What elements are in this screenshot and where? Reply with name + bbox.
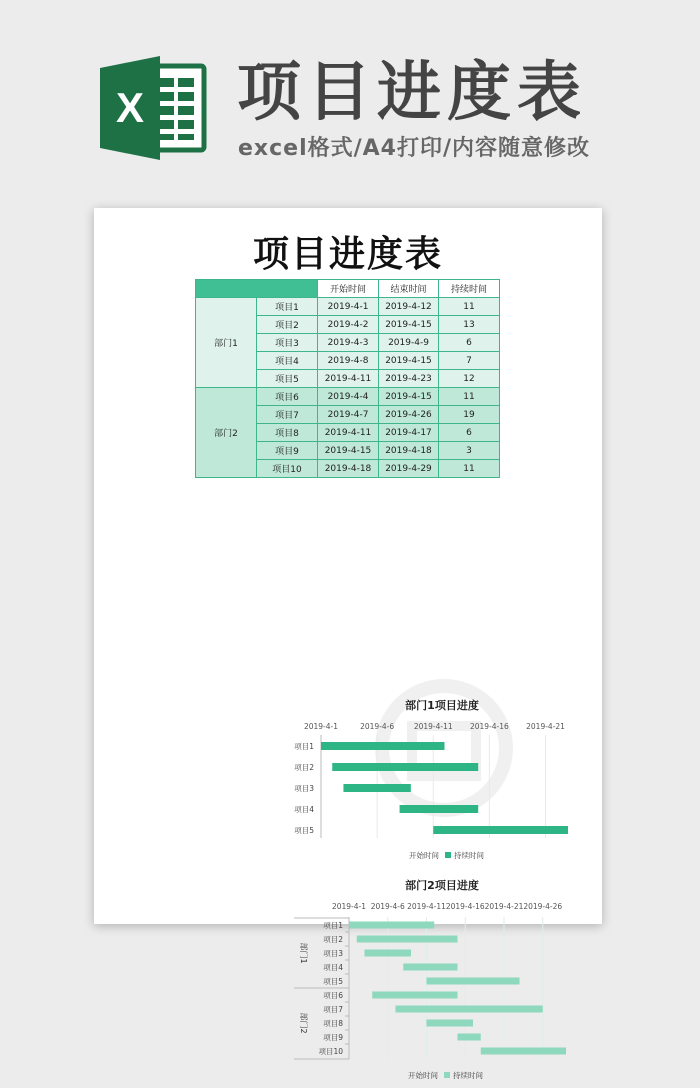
duration-bar	[332, 763, 478, 771]
legend-label-start: 开始时间	[408, 1071, 438, 1080]
duration-bar	[321, 742, 445, 750]
category-label: 项目4	[323, 963, 343, 972]
duration-cell: 11	[439, 388, 500, 406]
duration-bar	[458, 1034, 481, 1041]
category-label: 项目10	[318, 1047, 343, 1056]
duration-cell: 11	[439, 298, 500, 316]
duration-bar	[365, 950, 412, 957]
category-label: 项目4	[294, 805, 314, 814]
start-date-cell: 2019-4-4	[318, 388, 379, 406]
duration-bar	[400, 805, 479, 813]
project-name-cell: 项目4	[257, 352, 318, 370]
x-tick-label: 2019-4-6	[370, 902, 405, 911]
x-tick-label: 2019-4-21	[526, 722, 565, 731]
end-date-cell: 2019-4-18	[379, 442, 439, 460]
duration-cell: 6	[439, 334, 500, 352]
duration-bar	[427, 978, 520, 985]
category-label: 项目1	[323, 921, 343, 930]
group-label: 部门1	[299, 942, 308, 964]
legend-swatch	[444, 1072, 450, 1078]
duration-bar	[349, 922, 434, 929]
duration-cell: 13	[439, 316, 500, 334]
svg-text:X: X	[115, 84, 145, 131]
duration-bar	[427, 1020, 474, 1027]
duration-bar	[357, 936, 458, 943]
duration-cell: 11	[439, 460, 500, 478]
start-date-cell: 2019-4-18	[318, 460, 379, 478]
legend-label-duration: 持续时间	[453, 1071, 483, 1080]
duration-cell: 19	[439, 406, 500, 424]
project-name-cell: 项目10	[257, 460, 318, 478]
start-date-cell: 2019-4-8	[318, 352, 379, 370]
duration-cell: 6	[439, 424, 500, 442]
duration-cell: 7	[439, 352, 500, 370]
document-page	[94, 208, 602, 1080]
duration-bar	[403, 964, 457, 971]
excel-logo-icon	[100, 56, 208, 160]
x-tick-label: 2019-4-16	[469, 722, 509, 731]
category-label: 项目5	[323, 977, 343, 986]
start-date-cell: 2019-4-3	[318, 334, 379, 352]
project-name-cell: 项目5	[257, 370, 318, 388]
chart-title: 部门1项目进度	[405, 699, 479, 712]
project-name-cell: 项目1	[257, 298, 318, 316]
x-tick-label: 2019-4-11	[413, 722, 453, 731]
header-blank-cell	[196, 280, 318, 298]
chart-title: 部门2项目进度	[405, 879, 479, 892]
x-tick-label: 2019-4-16	[445, 902, 485, 911]
x-tick-label: 2019-4-1	[331, 902, 367, 911]
progress-table	[195, 279, 500, 478]
end-date-cell: 2019-4-15	[379, 388, 439, 406]
banner	[0, 0, 700, 200]
end-date-cell: 2019-4-9	[379, 334, 439, 352]
start-date-cell: 2019-4-1	[318, 298, 379, 316]
end-date-cell: 2019-4-23	[379, 370, 439, 388]
category-label: 项目9	[323, 1033, 343, 1042]
legend-swatch	[445, 852, 451, 858]
category-label: 项目6	[323, 991, 343, 1000]
start-date-cell: 2019-4-7	[318, 406, 379, 424]
legend-label-start: 开始时间	[409, 851, 439, 860]
duration-cell: 3	[439, 442, 500, 460]
duration-bar	[433, 826, 568, 834]
table-row	[196, 298, 500, 316]
project-name-cell: 项目2	[257, 316, 318, 334]
project-name-cell: 项目3	[257, 334, 318, 352]
x-tick-label: 2019-4-21	[484, 902, 524, 911]
duration-cell: 12	[439, 370, 500, 388]
banner-subtitle: excel格式/A4打印/内容随意修改	[238, 136, 591, 161]
dept-cell: 部门2	[196, 388, 257, 478]
duration-bar	[343, 784, 410, 792]
dept-cell: 部门1	[196, 298, 257, 388]
category-label: 项目5	[294, 826, 314, 835]
end-date-cell: 2019-4-12	[379, 298, 439, 316]
end-date-cell: 2019-4-29	[379, 460, 439, 478]
start-date-cell: 2019-4-15	[318, 442, 379, 460]
x-tick-label: 2019-4-26	[523, 902, 563, 911]
category-label: 项目3	[323, 949, 343, 958]
header-duration: 持续时间	[439, 280, 500, 298]
duration-bar	[372, 992, 457, 999]
duration-bar	[396, 1006, 543, 1013]
category-label: 项目1	[294, 742, 314, 751]
category-label: 项目2	[323, 935, 343, 944]
project-name-cell: 项目7	[257, 406, 318, 424]
legend-label-duration: 持续时间	[454, 851, 484, 860]
table-row	[196, 388, 500, 406]
start-date-cell: 2019-4-11	[318, 370, 379, 388]
x-tick-label: 2019-4-6	[360, 722, 395, 731]
category-label: 项目3	[294, 784, 314, 793]
header-end: 结束时间	[379, 280, 439, 298]
project-name-cell: 项目6	[257, 388, 318, 406]
header-start: 开始时间	[318, 280, 379, 298]
document-title: 项目进度表	[252, 234, 443, 275]
end-date-cell: 2019-4-26	[379, 406, 439, 424]
table-header-row	[196, 280, 500, 298]
start-date-cell: 2019-4-11	[318, 424, 379, 442]
x-tick-label: 2019-4-11	[407, 902, 446, 911]
chart-dept1	[188, 693, 696, 868]
x-tick-label: 2019-4-1	[303, 722, 339, 731]
project-name-cell: 项目8	[257, 424, 318, 442]
start-date-cell: 2019-4-2	[318, 316, 379, 334]
end-date-cell: 2019-4-17	[379, 424, 439, 442]
duration-bar	[481, 1048, 566, 1055]
category-label: 项目7	[323, 1005, 343, 1014]
chart-dept2	[188, 873, 696, 1088]
project-name-cell: 项目9	[257, 442, 318, 460]
banner-title: 项目进度表	[237, 56, 587, 130]
group-label: 部门2	[299, 1012, 308, 1034]
category-label: 项目2	[294, 763, 314, 772]
end-date-cell: 2019-4-15	[379, 316, 439, 334]
category-label: 项目8	[323, 1019, 343, 1028]
end-date-cell: 2019-4-15	[379, 352, 439, 370]
